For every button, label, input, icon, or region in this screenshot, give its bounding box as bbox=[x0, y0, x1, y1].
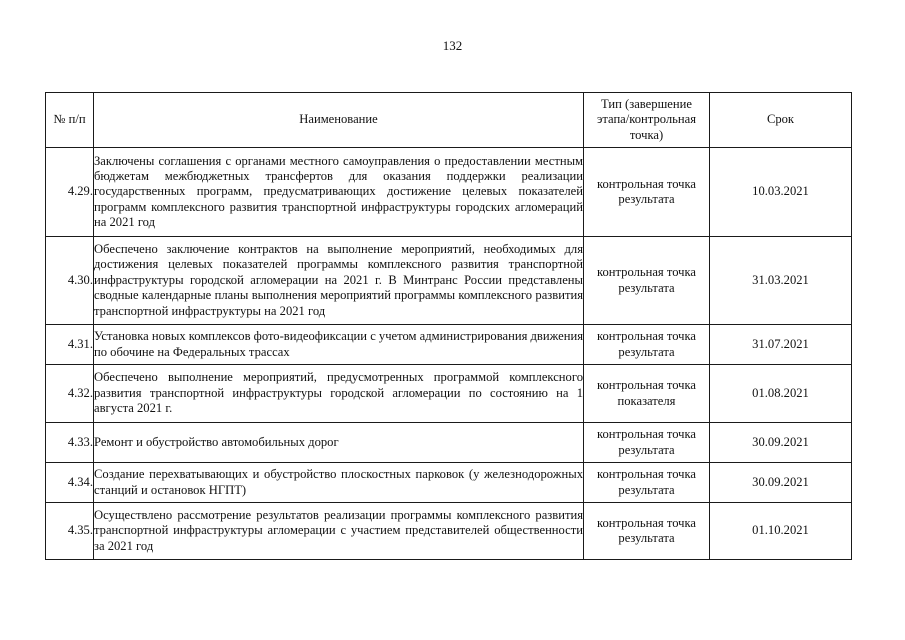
row-deadline: 31.07.2021 bbox=[710, 325, 852, 365]
row-number: 4.31. bbox=[46, 325, 94, 365]
row-deadline: 30.09.2021 bbox=[710, 423, 852, 463]
row-type: контрольная точка результата bbox=[584, 237, 710, 325]
table-row bbox=[46, 503, 852, 560]
header-deadline: Срок bbox=[710, 93, 852, 148]
table-row bbox=[46, 325, 852, 365]
row-name: Обеспечено заключение контрактов на выполнение мероприятий, необходимых для достижения целевых показателей программы комплексного развития транспортной инфраструктуры городской агломерации на 2021 г. В Минтранс России представлены сводные календарные планы выполнения мероприятий программы комплексного развития транспортной инфраструктуры на 2021 год bbox=[94, 237, 584, 325]
header-num: № п/п bbox=[46, 93, 94, 148]
row-name: Создание перехватывающих и обустройство плоскостных парковок (у железнодорожных станций и остановок НГПТ) bbox=[94, 463, 584, 503]
row-type: контрольная точка результата bbox=[584, 325, 710, 365]
row-number: 4.35. bbox=[46, 503, 94, 560]
table-row bbox=[46, 237, 852, 325]
table-row bbox=[46, 423, 852, 463]
row-deadline: 10.03.2021 bbox=[710, 148, 852, 237]
control-points-table bbox=[45, 92, 852, 560]
row-number: 4.32. bbox=[46, 365, 94, 423]
header-name: Наименование bbox=[94, 93, 584, 148]
row-type: контрольная точка результата bbox=[584, 148, 710, 237]
row-number: 4.30. bbox=[46, 237, 94, 325]
page-number: 132 bbox=[442, 38, 463, 53]
row-number: 4.33. bbox=[46, 423, 94, 463]
table-row bbox=[46, 463, 852, 503]
row-name: Ремонт и обустройство автомобильных дорог bbox=[94, 423, 584, 463]
header-type: Тип (завершение этапа/контрольная точка) bbox=[584, 93, 710, 148]
row-name: Заключены соглашения с органами местного самоуправления о предоставлении местным бюджетам межбюджетных трансфертов для оказания поддержки реализации государственных программ, предусматривающих достижение целевых показателей программ комплексного развития транспортной инфраструктуры городских агломераций на 2021 год bbox=[94, 148, 584, 237]
row-deadline: 31.03.2021 bbox=[710, 237, 852, 325]
row-type: контрольная точка результата bbox=[584, 463, 710, 503]
row-name: Установка новых комплексов фото-видеофиксации с учетом администрирования движения по обочине на Федеральных трассах bbox=[94, 325, 584, 365]
row-type: контрольная точка показателя bbox=[584, 365, 710, 423]
row-deadline: 30.09.2021 bbox=[710, 463, 852, 503]
row-type: контрольная точка результата bbox=[584, 423, 710, 463]
table-row bbox=[46, 148, 852, 237]
row-number: 4.29. bbox=[46, 148, 94, 237]
table-header-row bbox=[46, 93, 852, 148]
row-name: Обеспечено выполнение мероприятий, предусмотренных программой комплексного развития транспортной инфраструктуры городской агломерации по состоянию на 1 августа 2021 г. bbox=[94, 365, 584, 423]
row-name: Осуществлено рассмотрение результатов реализации программы комплексного развития транспортной инфраструктуры агломерации с участием представителей общественности за 2021 год bbox=[94, 503, 584, 560]
table-row bbox=[46, 365, 852, 423]
row-deadline: 01.08.2021 bbox=[710, 365, 852, 423]
row-type: контрольная точка результата bbox=[584, 503, 710, 560]
row-deadline: 01.10.2021 bbox=[710, 503, 852, 560]
row-number: 4.34. bbox=[46, 463, 94, 503]
